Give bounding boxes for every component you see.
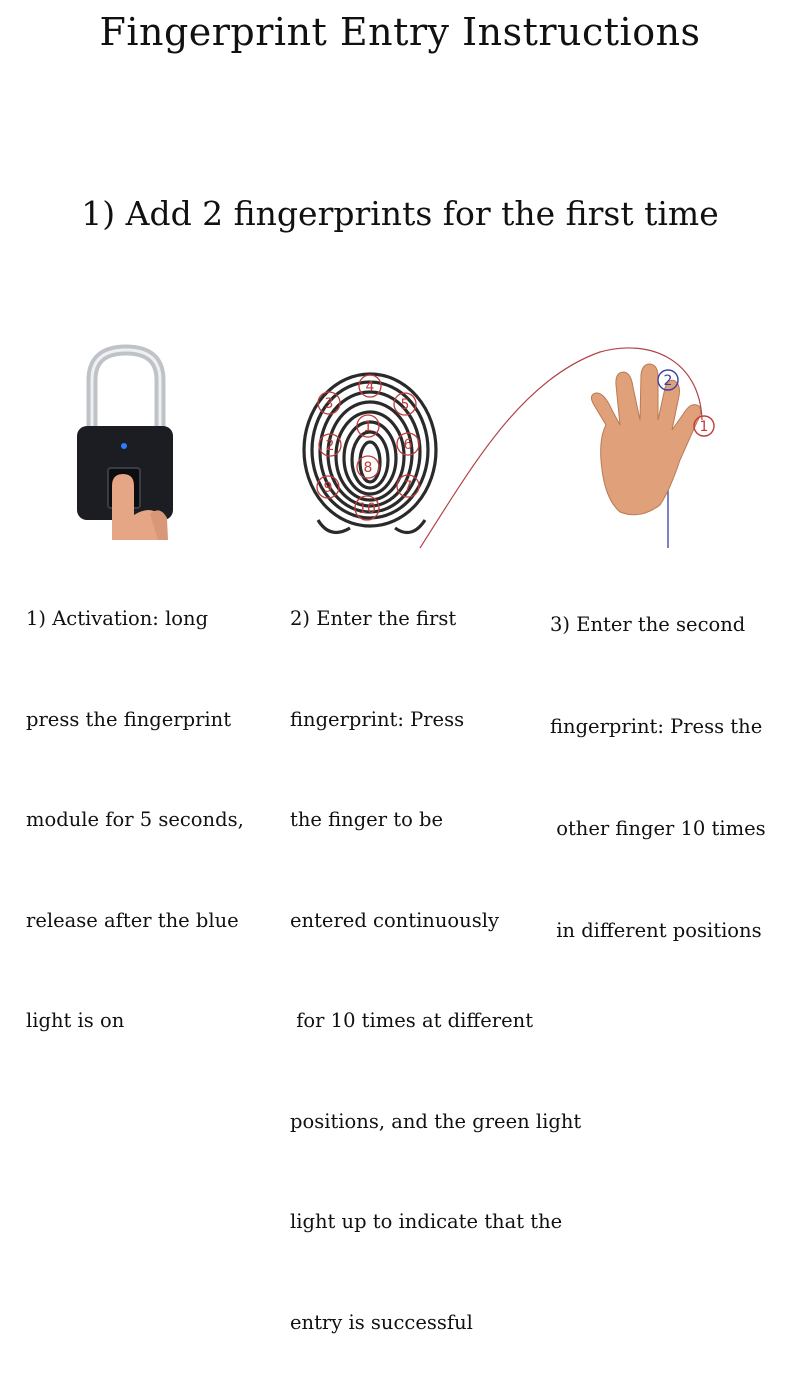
- marker-label: 4: [365, 379, 375, 395]
- step-line: module for 5 seconds,: [26, 808, 244, 831]
- step-line: light up to indicate that the: [290, 1210, 563, 1233]
- marker-label: 5: [400, 397, 410, 413]
- step-2-text: [290, 535, 581, 1373]
- step-line: 2) Enter the first: [290, 607, 457, 630]
- marker-label: 8: [363, 460, 373, 476]
- step-line: release after the blue: [26, 908, 239, 932]
- marker-label: 7: [403, 479, 413, 495]
- section-subtitle: 1) Add 2 fingerprints for the first time: [81, 194, 719, 233]
- step-line: fingerprint: Press the: [550, 715, 763, 738]
- step-3-text: [550, 540, 766, 982]
- step-line: the finger to be: [290, 808, 444, 831]
- step-line: for 10 times at different: [290, 1009, 534, 1032]
- step-line: fingerprint: Press: [290, 707, 465, 731]
- step-line: 1) Activation: long: [26, 607, 209, 630]
- marker-label: 1: [699, 419, 709, 435]
- step-line: positions, and the green light: [290, 1109, 582, 1133]
- step-line: 3) Enter the second: [550, 613, 746, 636]
- step-line: press the fingerprint: [26, 707, 232, 731]
- step-line: entered continuously: [290, 908, 499, 932]
- led-icon: [121, 443, 127, 449]
- step-line: in different positions: [550, 919, 762, 942]
- marker-label: 3: [324, 396, 334, 412]
- marker-label: 6: [403, 437, 413, 453]
- step-line: entry is successful: [290, 1310, 473, 1334]
- marker-label: 1: [363, 419, 373, 435]
- page-title: Fingerprint Entry Instructions: [99, 10, 701, 54]
- hand-icon: [591, 364, 700, 515]
- marker-label: 2: [663, 373, 673, 389]
- marker-label: 9: [323, 480, 333, 496]
- step-1-text: [26, 535, 244, 1071]
- step-line: other finger 10 times: [550, 817, 766, 840]
- marker-label: 2: [325, 438, 335, 454]
- step-line: light is on: [26, 1009, 125, 1032]
- marker-label: 10: [358, 501, 376, 517]
- padlock-icon: [77, 350, 173, 540]
